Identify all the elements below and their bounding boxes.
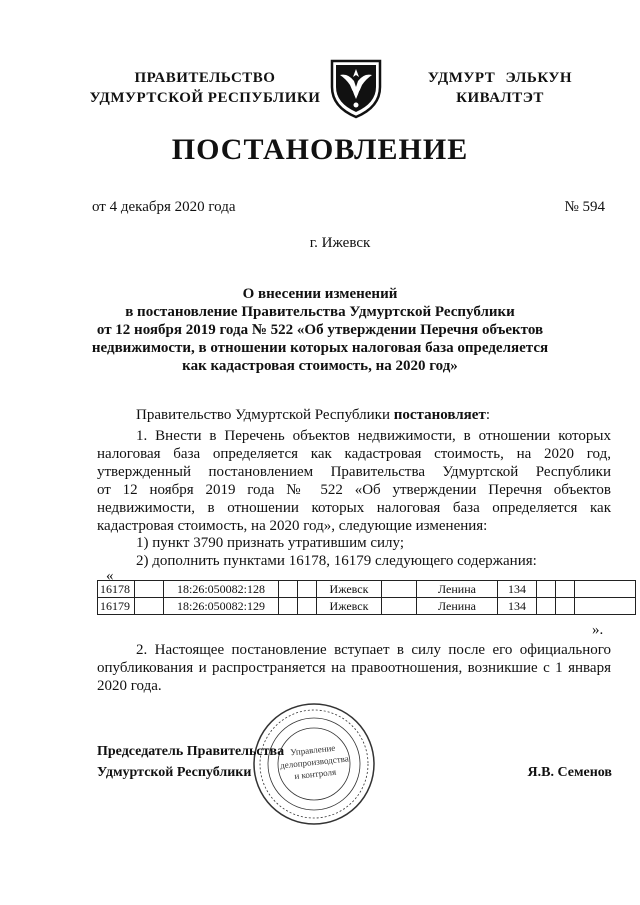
- table-cell: 18:26:050082:128: [164, 581, 279, 598]
- intro-prefix: Правительство Удмуртской Республики: [136, 407, 394, 423]
- stamp-line: и контроля: [293, 766, 337, 782]
- subject-line: в постановление Правительства Удмуртской Республики: [125, 304, 515, 320]
- table-cell: Ижевск: [317, 598, 382, 615]
- subject-line: недвижимости, в отношении которых налоговая база определяется: [91, 340, 549, 356]
- document-city: г. Ижевск: [309, 235, 371, 251]
- close-quote: ».: [592, 622, 604, 638]
- table-cell: [298, 598, 317, 615]
- table-cell: [298, 581, 317, 598]
- header-left-line1: ПРАВИТЕЛЬСТВО: [134, 70, 276, 86]
- table-cell: [279, 581, 298, 598]
- document-subject: [80, 285, 560, 375]
- intro-suffix: :: [485, 407, 490, 423]
- table-cell: [556, 581, 575, 598]
- table-cell: Ленина: [417, 581, 498, 598]
- intro-line: [136, 407, 490, 424]
- table-cell: [575, 598, 636, 615]
- items-table: [97, 580, 636, 615]
- subject-line: от 12 ноября 2019 года № 522 «Об утверждении Перечня объектов: [96, 322, 544, 338]
- item-2: 2) дополнить пунктами 16178, 16179 следующего содержания:: [136, 553, 537, 569]
- table-cell: [279, 598, 298, 615]
- table-cell: 18:26:050082:129: [164, 598, 279, 615]
- table-row: [98, 598, 636, 615]
- subject-line: О внесении изменений: [242, 286, 398, 302]
- paragraph-line: утвержденный постановлением Правительства Удмуртской Республики: [97, 464, 611, 480]
- document-date: от 4 декабря 2020 года: [92, 199, 236, 215]
- table-cell: 16178: [98, 581, 135, 598]
- udmurt-coat-of-arms-icon: [328, 57, 384, 119]
- open-quote: «: [106, 568, 114, 584]
- table-row: [98, 581, 636, 598]
- position-line2: Удмуртской Республики: [97, 765, 252, 780]
- position-line1: Председатель Правительства: [97, 744, 285, 759]
- header-right-line2: КИВАЛТЭТ: [456, 90, 544, 106]
- table-cell: [575, 581, 636, 598]
- header-right-line1: УДМУРТ ЭЛЬКУН: [427, 70, 573, 86]
- table-cell: [382, 581, 417, 598]
- table-cell: [556, 598, 575, 615]
- table-cell: 16179: [98, 598, 135, 615]
- paragraph-line: 2. Настоящее постановление вступает в силу после его официального: [136, 642, 611, 658]
- document-number: № 594: [564, 199, 605, 215]
- header-left: [80, 68, 330, 108]
- paragraph-line: от 12 ноября 2019 года № 522 «Об утверждении Перечня объектов: [97, 482, 611, 498]
- table-cell: 134: [498, 598, 537, 615]
- paragraph-line: налоговая база определяется как кадастровая стоимость, на 2020 год,: [97, 446, 611, 462]
- table-cell: [537, 598, 556, 615]
- table-cell: [135, 598, 164, 615]
- header-right: [400, 68, 600, 108]
- subject-line: как кадастровая стоимость, на 2020 год»: [182, 358, 458, 374]
- table-cell: [135, 581, 164, 598]
- stamp-line: Управление: [289, 742, 336, 758]
- intro-bold: постановляет: [393, 407, 486, 423]
- stamp-line: делопроизводства: [279, 753, 350, 771]
- paragraph-line: опубликования и распространяется на правоотношения, возникшие с 1 января: [97, 660, 611, 676]
- table-cell: 134: [498, 581, 537, 598]
- signatory-name: Я.В. Семенов: [527, 765, 612, 780]
- paragraph-line: 2020 года.: [97, 678, 162, 694]
- item-1: 1) пункт 3790 признать утратившим силу;: [136, 535, 405, 551]
- paragraph-line: кадастровая стоимость, на 2020 год», следующие изменения:: [97, 518, 488, 534]
- paragraph-line: 1. Внести в Перечень объектов недвижимости, в отношении которых: [136, 428, 611, 444]
- paragraph-line: недвижимости, в отношении которых налоговая база определяется как: [97, 500, 611, 516]
- table-cell: Ижевск: [317, 581, 382, 598]
- table-cell: [537, 581, 556, 598]
- stamp-text: [278, 741, 349, 784]
- table-cell: [382, 598, 417, 615]
- table-cell: Ленина: [417, 598, 498, 615]
- signatory-position: [97, 741, 284, 783]
- header-left-line2: УДМУРТСКОЙ РЕСПУБЛИКИ: [89, 90, 321, 106]
- document-title: ПОСТАНОВЛЕНИЕ: [171, 133, 469, 166]
